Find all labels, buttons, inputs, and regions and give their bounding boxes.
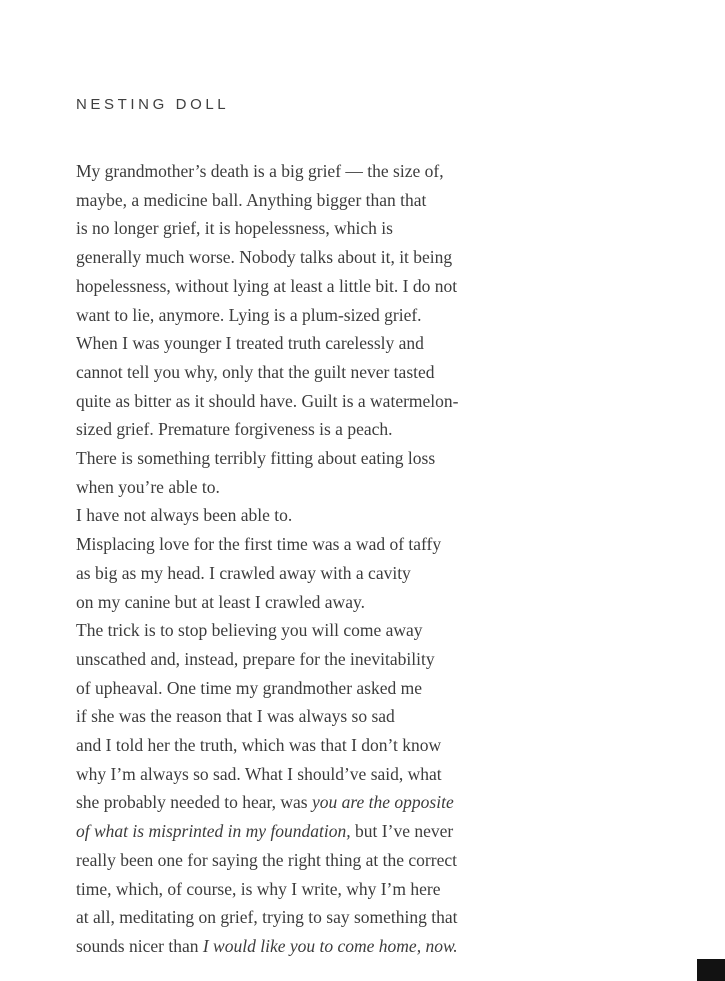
poem-segment: sounds nicer than bbox=[76, 935, 203, 956]
poem-line bbox=[76, 731, 669, 760]
poem-segment: time, which, of course, is why I write, why I’m here bbox=[76, 878, 441, 899]
poem-segment: want to lie, anymore. Lying is a plum-sized grief. bbox=[76, 304, 422, 325]
poem-segment: she probably needed to hear, was bbox=[76, 792, 312, 813]
poem-line bbox=[76, 875, 669, 904]
poem-line bbox=[76, 214, 669, 243]
poem-line bbox=[76, 530, 669, 559]
poem-line bbox=[76, 473, 669, 502]
poem-line bbox=[76, 501, 669, 530]
poem-line bbox=[76, 444, 669, 473]
poem-segment: but I’ve never bbox=[350, 821, 454, 842]
poem-segment: when you’re able to. bbox=[76, 476, 220, 497]
poem-segment-italic: you are the opposite bbox=[311, 792, 454, 813]
poem-segment: and I told her the truth, which was that I don’t know bbox=[76, 735, 442, 756]
poem-line bbox=[76, 559, 669, 588]
poem-segment: My grandmother’s death is a big grief — the size of, bbox=[76, 161, 444, 181]
poem-segment: When I was younger I treated truth carelessly and bbox=[76, 333, 424, 354]
poem-line bbox=[76, 588, 669, 617]
poem-segment: on my canine but at least I crawled away. bbox=[76, 591, 365, 612]
poem-line bbox=[76, 932, 669, 961]
poem-segment: sized grief. Premature forgiveness is a peach. bbox=[76, 419, 393, 440]
poem-line bbox=[76, 186, 669, 215]
poem-segment: maybe, a medicine ball. Anything bigger than that bbox=[76, 189, 427, 210]
poem-segment-italic: of what is misprinted in my foundation, bbox=[76, 821, 351, 842]
poem-line bbox=[76, 788, 669, 817]
poem-line bbox=[76, 387, 669, 416]
poem-segment: is no longer grief, it is hopelessness, which is bbox=[76, 218, 393, 239]
poem-line bbox=[76, 645, 669, 674]
poem-segment-italic: I would like you to come home, now. bbox=[202, 935, 458, 956]
poem-segment: at all, meditating on grief, trying to say something that bbox=[76, 907, 458, 928]
poem-segment: if she was the reason that I was always so sad bbox=[76, 706, 395, 727]
poem-segment: unscathed and, instead, prepare for the inevitability bbox=[76, 648, 435, 669]
poem-segment: The trick is to stop believing you will come away bbox=[76, 620, 423, 641]
poem-line bbox=[76, 702, 669, 731]
poem-line bbox=[76, 616, 669, 645]
poem-segment: quite as bitter as it should have. Guilt is a watermelon- bbox=[76, 390, 459, 411]
poem-line bbox=[76, 329, 669, 358]
poem-segment: as big as my head. I crawled away with a cavity bbox=[76, 562, 411, 583]
poem-line bbox=[76, 674, 669, 703]
poem-segment: Misplacing love for the first time was a wad of taffy bbox=[76, 534, 442, 555]
poem-line bbox=[76, 817, 669, 846]
poem-segment: hopelessness, without lying at least a little bit. I do not bbox=[76, 275, 458, 296]
poem-segment: generally much worse. Nobody talks about it, it being bbox=[76, 247, 453, 268]
poem-line bbox=[76, 157, 669, 186]
poem-segment: why I’m always so sad. What I should’ve said, what bbox=[76, 763, 442, 784]
poem-segment: There is something terribly fitting about eating loss bbox=[76, 448, 436, 469]
poem-segment: I have not always been able to. bbox=[76, 505, 293, 526]
poem-line bbox=[76, 415, 669, 444]
poem-segment: really been one for saying the right thing at the correct bbox=[76, 849, 457, 870]
poem-line bbox=[76, 301, 669, 330]
poem-line bbox=[76, 243, 669, 272]
corner-mark bbox=[697, 959, 725, 981]
poem-line bbox=[76, 272, 669, 301]
poem-line bbox=[76, 358, 669, 387]
poem bbox=[76, 157, 669, 961]
poem-line bbox=[76, 846, 669, 875]
poem-line bbox=[76, 903, 669, 932]
poem-title: NESTING DOLL bbox=[76, 96, 230, 113]
poem-segment: of upheaval. One time my grandmother asked me bbox=[76, 677, 423, 698]
poem-line bbox=[76, 760, 669, 789]
poem-segment: cannot tell you why, only that the guilt never tasted bbox=[76, 361, 435, 382]
